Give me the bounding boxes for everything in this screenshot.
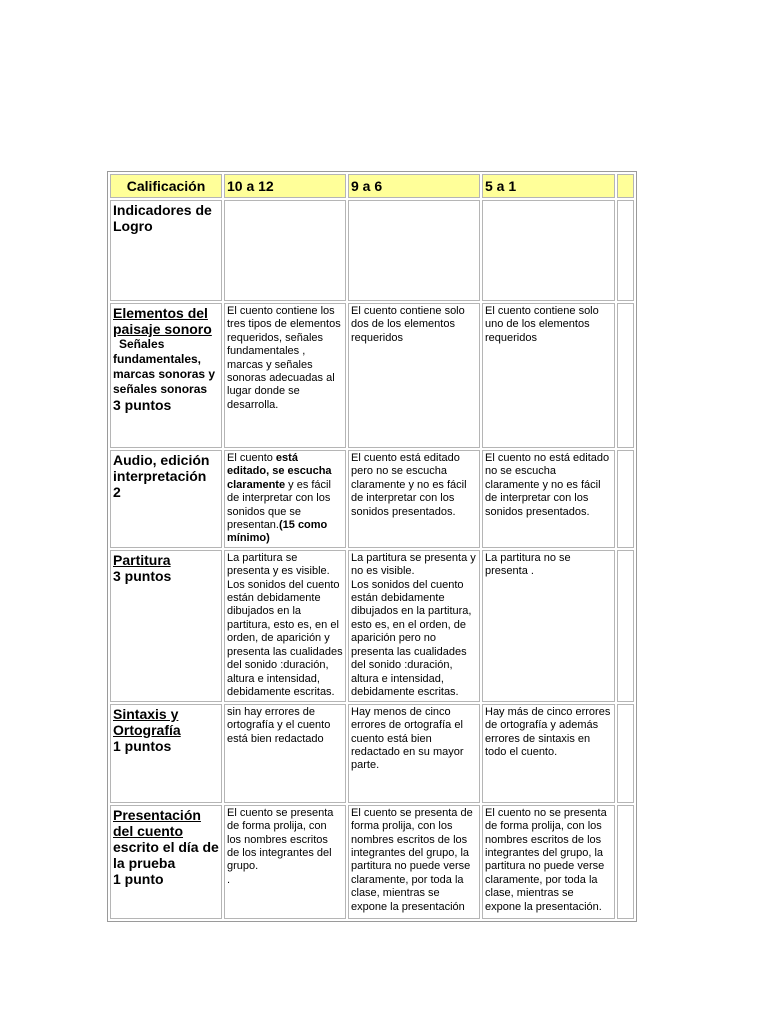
criterion-title: Audio, edición interpretación xyxy=(113,452,210,484)
criterion-row xyxy=(110,805,634,919)
criterion-label xyxy=(110,450,222,548)
criterion-points: 2 xyxy=(113,484,121,500)
score-cell-high: sin hay errores de ortografía y el cuento está bien redactado xyxy=(224,704,346,803)
empty-cell xyxy=(224,200,346,301)
criterion-title-rest: escrito el día de la prueba xyxy=(113,838,219,871)
criterion-title: Sintaxis y Ortografía xyxy=(113,705,181,738)
criterion-points: 1 puntos xyxy=(113,737,172,754)
score-cell-mid: El cuento se presenta de forma prolija, con los nombres escritos de los integrantes del grupo, la partitura no puede verse claramente, por toda la clase, mientras se expone la presentación xyxy=(348,805,480,919)
criterion-title: Presentación del cuento xyxy=(113,806,201,839)
indicators-label: Indicadores de Logro xyxy=(110,200,222,301)
criterion-title: Partitura xyxy=(113,551,171,568)
empty-cell xyxy=(617,303,634,448)
indicators-row xyxy=(110,200,634,301)
score-cell-low: La partitura no se presenta . xyxy=(482,550,615,702)
criterion-subtitle: Señales fundamentales, marcas sonoras y señales sonoras xyxy=(113,337,216,396)
empty-cell xyxy=(617,704,634,803)
header-calificacion: Calificación xyxy=(110,174,222,198)
empty-cell xyxy=(482,200,615,301)
score-cell-low: El cuento contiene solo uno de los elementos requeridos xyxy=(482,303,615,448)
score-cell-low: El cuento no se presenta de forma prolija, con los nombres escritos de los integrantes del grupo, la partitura no puede verse claramente, por toda la clase, mientras se expone la presentación. xyxy=(482,805,615,919)
criterion-title: Elementos del paisaje sonoro xyxy=(113,305,212,337)
header-extra xyxy=(617,174,634,198)
score-cell-mid: El cuento contiene solo dos de los elementos requeridos xyxy=(348,303,480,448)
score-cell-mid: El cuento está editado pero no se escucha claramente y no es fácil de interpretar con los sonidos presentados. xyxy=(348,450,480,548)
criterion-row xyxy=(110,704,634,803)
criterion-label xyxy=(110,550,222,702)
criterion-points: 3 puntos xyxy=(113,397,172,413)
criterion-points: 3 puntos xyxy=(113,567,172,584)
criterion-label xyxy=(110,303,222,448)
criterion-row xyxy=(110,450,634,548)
criterion-row xyxy=(110,303,634,448)
empty-cell xyxy=(617,550,634,702)
criterion-label xyxy=(110,805,222,919)
criterion-label xyxy=(110,704,222,803)
score-cell-high: El cuento contiene los tres tipos de elementos requeridos, señales fundamentales , marcas y señales sonoras adecuadas al lugar donde se desarrolla. xyxy=(224,303,346,448)
score-cell-high: El cuento se presenta de forma prolija, con los nombres escritos de los integrantes del grupo. . xyxy=(224,805,346,919)
empty-cell xyxy=(617,200,634,301)
score-cell-mid: La partitura se presenta y no es visible. Los sonidos del cuento están debidamente dibujados en la partitura, esto es, en el orden, de aparición pero no presenta las cualidades del sonido :duración, altura e intensidad, debidamente escritas. xyxy=(348,550,480,702)
header-range-10-12: 10 a 12 xyxy=(224,174,346,198)
header-row xyxy=(110,174,634,198)
empty-cell xyxy=(348,200,480,301)
rubric-table xyxy=(107,171,637,922)
score-cell-low: Hay más de cinco errores de ortografía y además errores de sintaxis en todo el cuento. xyxy=(482,704,615,803)
criterion-points: 1 punto xyxy=(113,870,164,887)
header-range-9-6: 9 a 6 xyxy=(348,174,480,198)
score-cell-mid: Hay menos de cinco errores de ortografía el cuento está bien redactado en su mayor parte. xyxy=(348,704,480,803)
header-range-5-1: 5 a 1 xyxy=(482,174,615,198)
empty-cell xyxy=(617,450,634,548)
score-cell-low: El cuento no está editado no se escucha claramente y no es fácil de interpretar con los sonidos presentados. xyxy=(482,450,615,548)
empty-cell xyxy=(617,805,634,919)
criterion-row xyxy=(110,550,634,702)
score-cell-high: La partitura se presenta y es visible. Los sonidos del cuento están debidamente dibujados en la partitura, esto es, en el orden, de aparición y presenta las cualidades del sonido :duración, altura e intensidad, debidamente escritas. xyxy=(224,550,346,702)
score-cell-high: El cuento está editado, se escucha claramente y es fácil de interpretar con los sonidos que se presentan.(15 como mínimo) xyxy=(224,450,346,548)
